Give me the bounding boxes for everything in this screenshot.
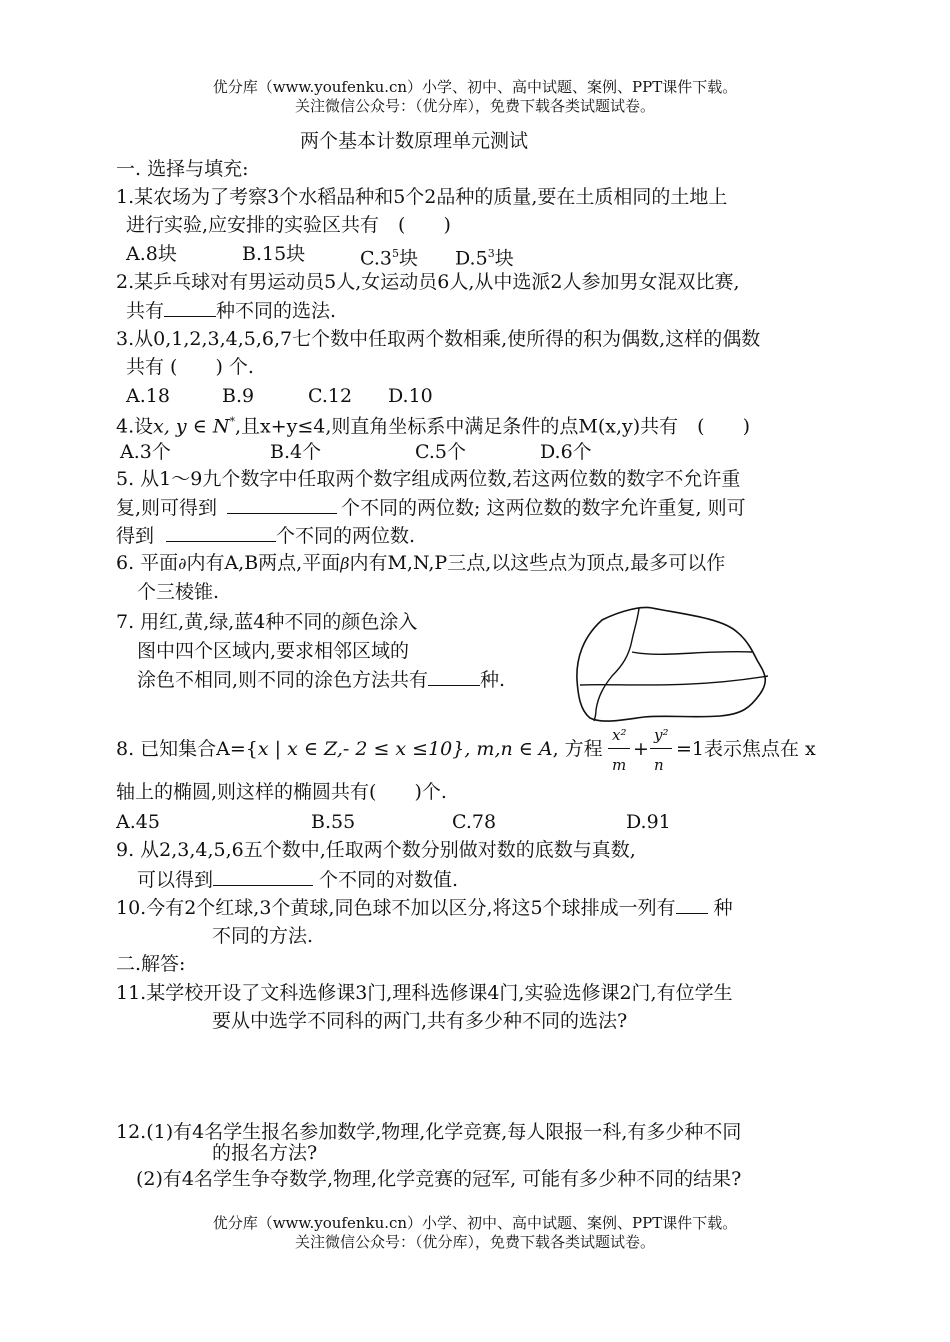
- q3-text-line-2: 共有 ( ) 个.: [126, 356, 254, 378]
- q2-text-line-1: 2.某乒乓球对有男运动员5人,女运动员6人,从中选派2人参加男女混双比赛,: [116, 271, 740, 293]
- q1-text-line-1: 1.某农场为了考察3个水稻品种和5个2品种的质量,要在土质相同的土地上: [116, 186, 728, 208]
- q9-text-line-2: 可以得到 个不同的对数值.: [137, 869, 459, 891]
- q1-text-line-2: 进行实验,应安排的实验区共有 ( ): [126, 214, 451, 236]
- q8-fraction-2-denominator: n: [654, 756, 664, 774]
- q12-text-line-1: 12.(1)有4名学生报名参加数学,物理,化学竞赛,每人限报一科,有多少种不同: [116, 1121, 742, 1143]
- q1-option-a: A.8块: [126, 243, 177, 265]
- q6-text-line-1: 6. 平面∂内有A,B两点,平面β内有M,N,P三点,以这些点为顶点,最多可以作: [116, 552, 726, 574]
- page-title: 两个基本计数原理单元测试: [300, 130, 529, 152]
- q5-text-line-3: 得到 个不同的两位数.: [116, 525, 416, 547]
- q5-answer-blank-1[interactable]: [227, 495, 337, 514]
- q8-fraction-1-bar: [608, 748, 630, 749]
- header-line-2: 关注微信公众号：（优分库），免费下载各类试题试卷。: [294, 97, 655, 115]
- q6-text-line-2: 个三棱锥.: [137, 581, 220, 603]
- region-divider-upper: [632, 652, 752, 655]
- q4-option-c: C.5个: [415, 441, 466, 463]
- q8-text-line-2: 轴上的椭圆,则这样的椭圆共有( )个.: [116, 781, 447, 803]
- q11-text-line-2: 要从中选学不同科的两门,共有多少种不同的选法?: [212, 1010, 628, 1032]
- q1-option-c: $C.3^5$块: [360, 247, 419, 270]
- q8-fraction-2-bar: [650, 748, 672, 749]
- q8-fraction-1-denominator: m: [612, 756, 627, 774]
- q5-text-line-1: 5. 从1～9九个数字中任取两个数字组成两位数,若这两位数的数字不允许重: [116, 468, 741, 490]
- q11-text-line-1: 11.某学校开设了文科选修课3门,理科选修课4门,实验选修课2门,有位学生: [116, 982, 733, 1004]
- four-region-map-figure: [572, 600, 777, 730]
- footer-line-1: 优分库（www.youfenku.cn）小学、初中、高中试题、案例、PPT课件下载。: [212, 1214, 738, 1232]
- q3-option-d: D.10: [388, 385, 433, 407]
- region-outline: [577, 608, 765, 722]
- q4-text-line-1: 4.设x, y ∈ N*,且x+y≤4,则直角坐标系中满足条件的点M(x,y)共有 ( ): [116, 415, 750, 438]
- q7-text-line-1: 7. 用红,黄,绿,蓝4种不同的颜色涂入: [116, 611, 418, 633]
- q3-text-line-1: 3.从0,1,2,3,4,5,6,7七个数中任取两个数相乘,使所得的积为偶数,这样的偶数: [116, 328, 761, 350]
- q3-option-c: C.12: [308, 385, 353, 407]
- q2-text-line-2: 共有 种不同的选法.: [126, 300, 337, 322]
- q4-option-a: A.3个: [120, 441, 171, 463]
- footer-line-2: 关注微信公众号：（优分库），免费下载各类试题试卷。: [294, 1233, 655, 1251]
- q7-text-line-2: 图中四个区域内,要求相邻区域的: [137, 640, 410, 662]
- q4-option-d: D.6个: [540, 441, 592, 463]
- q3-option-a: A.18: [126, 385, 170, 407]
- section-heading-2: 二.解答:: [116, 953, 186, 975]
- q8-fraction-2-numerator: y²: [654, 726, 669, 744]
- header-line-1: 优分库（www.youfenku.cn）小学、初中、高中试题、案例、PPT课件下载。: [212, 78, 738, 96]
- q9-answer-blank[interactable]: [213, 867, 313, 886]
- q9-text-line-1: 9. 从2,3,4,5,6五个数中,任取两个数分别做对数的底数与真数,: [116, 839, 636, 861]
- q8-text-line-1-tail: =1表示焦点在 x: [676, 738, 816, 760]
- q10-answer-blank[interactable]: [676, 895, 708, 914]
- q8-plus-sign: +: [633, 738, 649, 760]
- q7-text-line-3: 涂色不相同,则不同的涂色方法共有 种.: [137, 669, 506, 691]
- q2-answer-blank[interactable]: [164, 298, 216, 317]
- section-heading-1: 一. 选择与填充:: [116, 158, 249, 180]
- q8-option-b: B.55: [311, 811, 356, 833]
- q12-text-line-3: (2)有4名学生争夺数学,物理,化学竞赛的冠军, 可能有多少种不同的结果?: [136, 1168, 742, 1190]
- q8-option-a: A.45: [116, 811, 160, 833]
- q1-option-d: $D.5^3$块: [455, 247, 514, 270]
- q8-text-line-1: 8. 已知集合A={x | x ∈ Z,- 2 ≤ x ≤10}, m,n ∈ A, 方程: [116, 738, 603, 760]
- q10-text-line-2: 不同的方法.: [212, 925, 314, 947]
- q8-fraction-1-numerator: x²: [612, 726, 627, 744]
- q7-answer-blank[interactable]: [428, 667, 480, 686]
- q8-option-d: D.91: [626, 811, 671, 833]
- q10-text-line-1: 10.今有2个红球,3个黄球,同色球不加以区分,将这5个球排成一列有 种: [116, 897, 733, 919]
- q5-answer-blank-2[interactable]: [166, 523, 276, 542]
- q5-text-line-2: 复,则可得到 个不同的两位数; 这两位数的数字允许重复, 则可: [116, 497, 746, 519]
- q1-option-b: B.15块: [242, 243, 306, 265]
- q12-text-line-2: 的报名方法?: [212, 1142, 318, 1164]
- q4-option-b: B.4个: [270, 441, 322, 463]
- q8-option-c: C.78: [452, 811, 497, 833]
- q3-option-b: B.9: [222, 385, 255, 407]
- region-divider-vertical: [594, 608, 639, 721]
